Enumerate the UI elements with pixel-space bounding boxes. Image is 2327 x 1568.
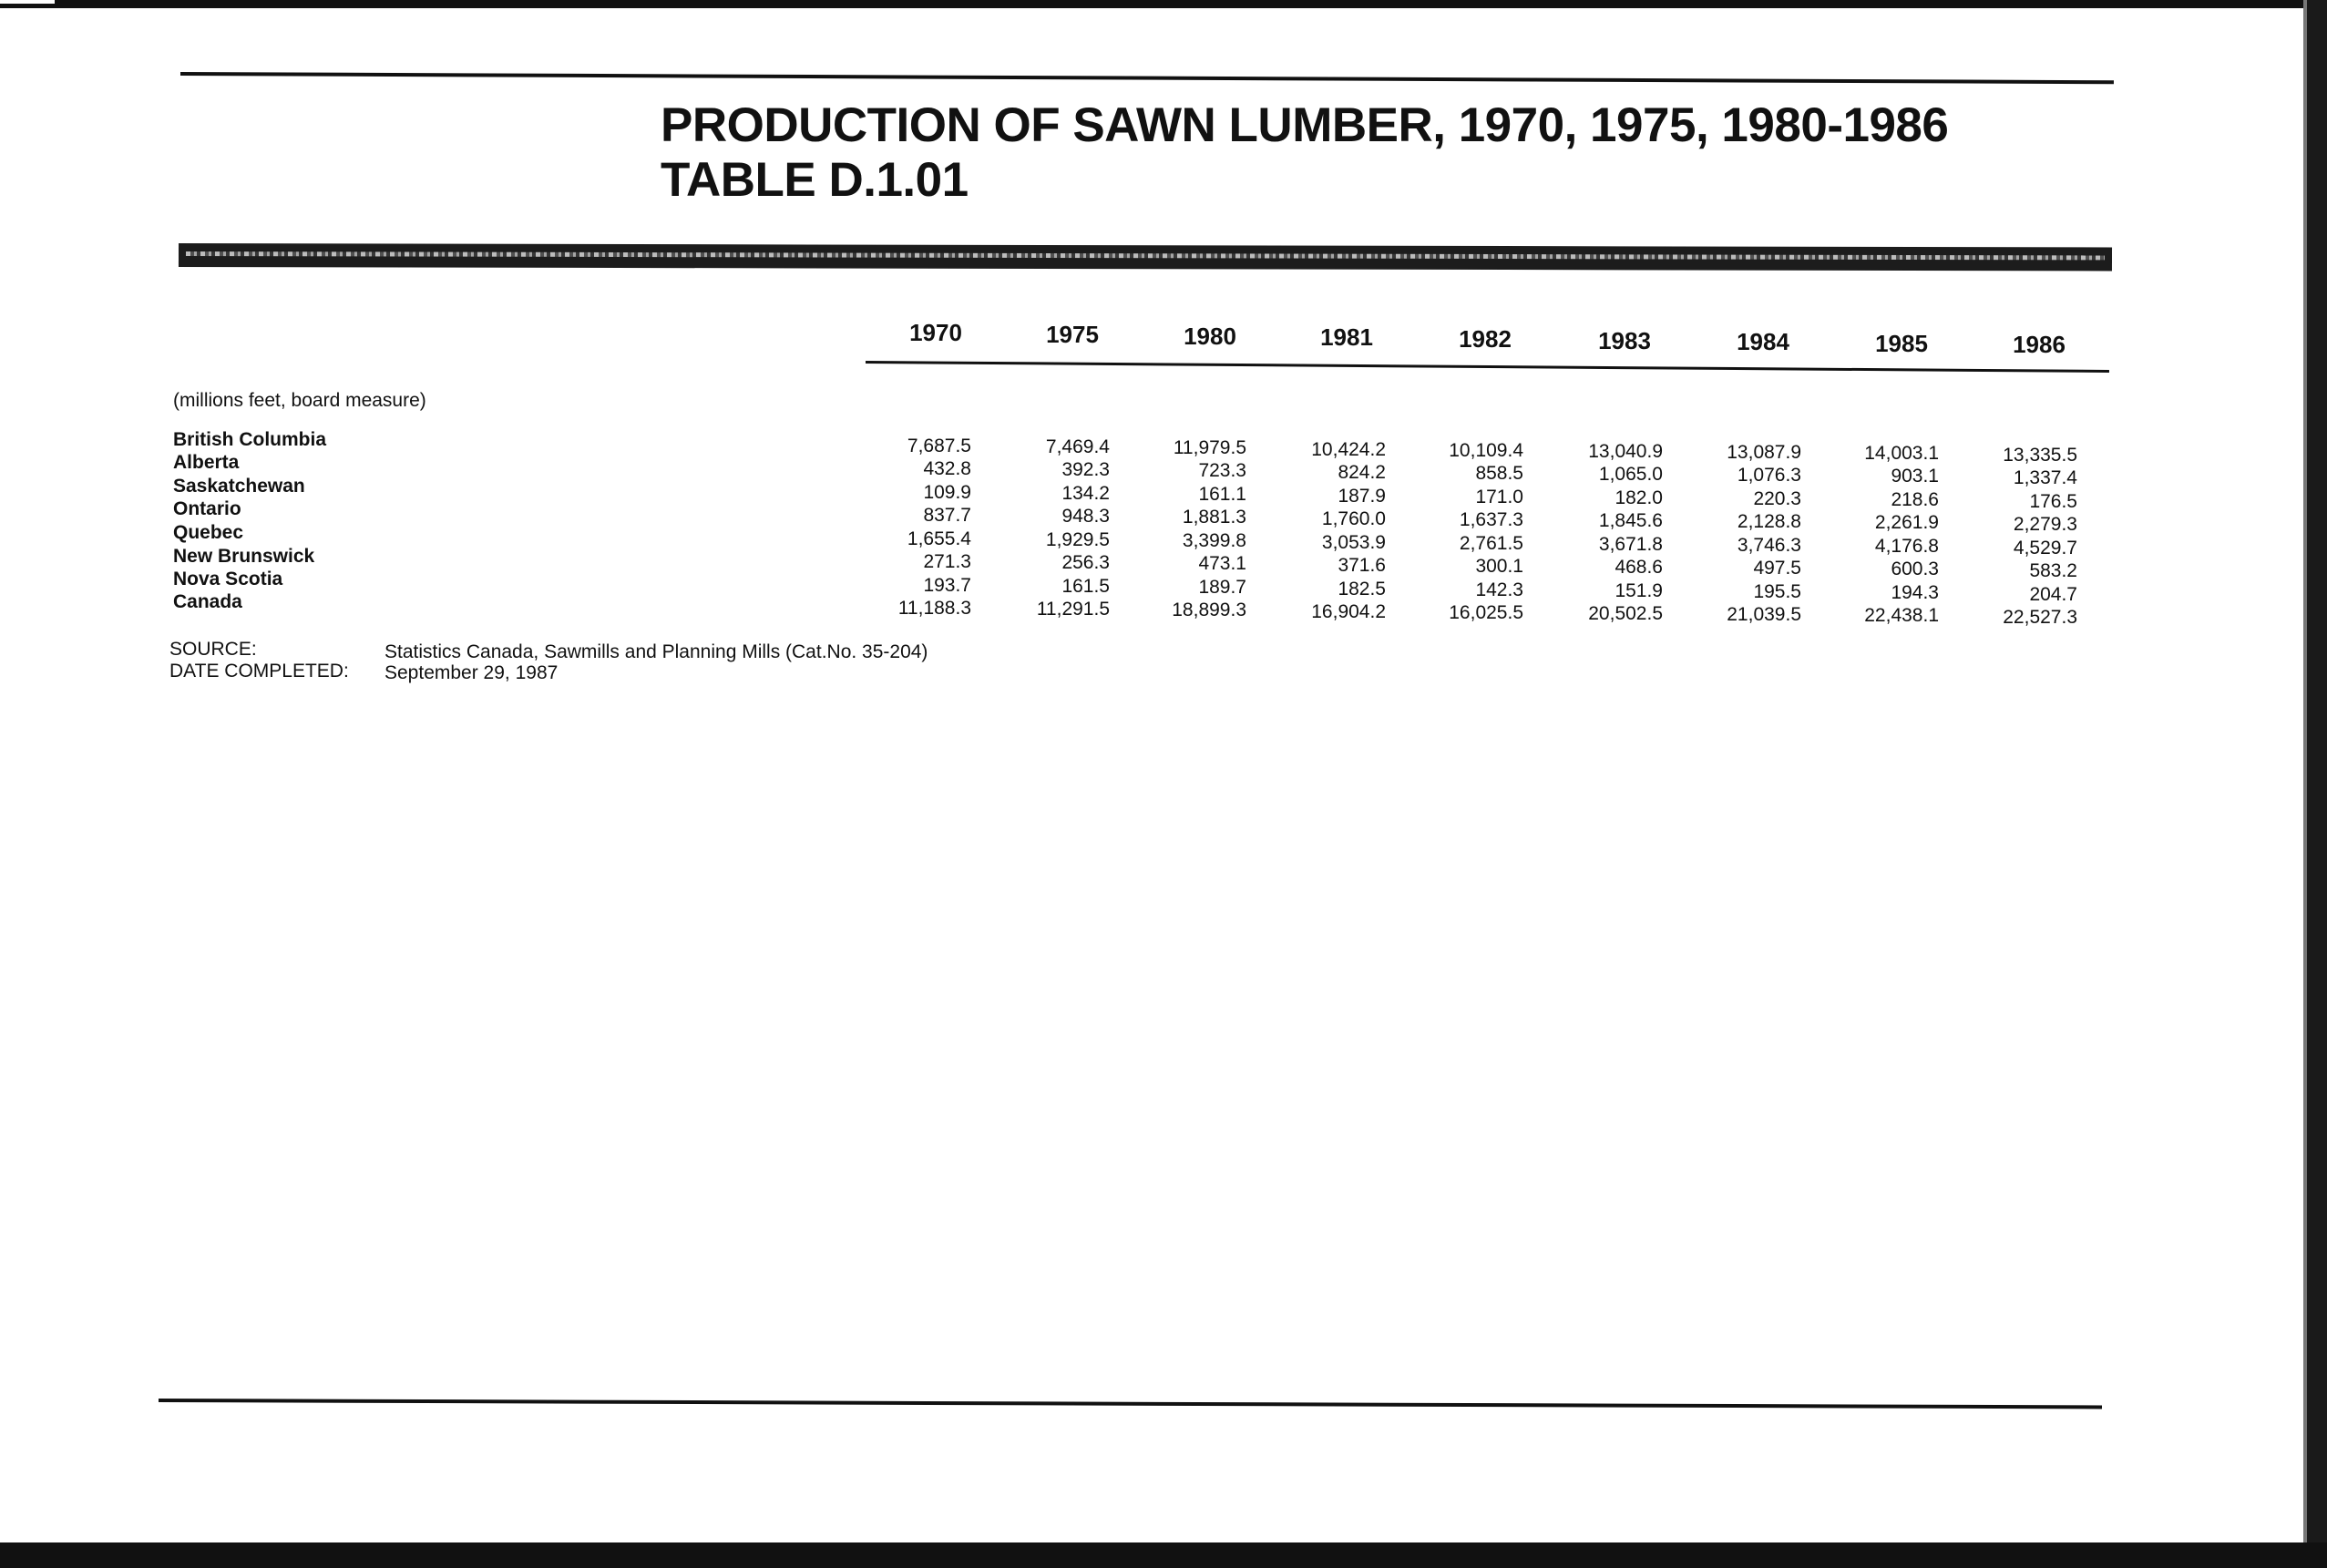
table-cell-nova-scotia-1986: 204.7 bbox=[2029, 583, 2077, 605]
table-cell-saskatchewan-1981: 187.9 bbox=[1338, 485, 1386, 507]
table-cell-ontario-1982: 1,637.3 bbox=[1459, 508, 1523, 530]
source-value: Statistics Canada, Sawmills and Planning Mills (Cat.No. 35-204) bbox=[384, 641, 928, 662]
table-cell-british-columbia-1981: 10,424.2 bbox=[1311, 438, 1386, 460]
row-label-quebec: Quebec bbox=[173, 522, 244, 543]
table-cell-canada-1981: 16,904.2 bbox=[1311, 600, 1386, 622]
table-cell-british-columbia-1982: 10,109.4 bbox=[1449, 439, 1523, 461]
table-cell-nova-scotia-1984: 195.5 bbox=[1753, 581, 1801, 603]
table-cell-alberta-1982: 858.5 bbox=[1475, 462, 1523, 484]
table-cell-ontario-1981: 1,760.0 bbox=[1321, 507, 1386, 529]
table-cell-ontario-1970: 837.7 bbox=[923, 505, 971, 526]
table-cell-saskatchewan-1982: 171.0 bbox=[1475, 486, 1523, 507]
date-completed-value: September 29, 1987 bbox=[384, 662, 559, 683]
row-label-nova-scotia: Nova Scotia bbox=[173, 569, 283, 589]
table-cell-canada-1984: 21,039.5 bbox=[1727, 604, 1801, 626]
table-cell-quebec-1980: 3,399.8 bbox=[1182, 530, 1246, 552]
row-label-british-columbia: British Columbia bbox=[173, 429, 327, 450]
table-cell-canada-1985: 22,438.1 bbox=[1864, 605, 1939, 627]
table-cell-nova-scotia-1981: 182.5 bbox=[1338, 578, 1386, 600]
table-cell-saskatchewan-1983: 182.0 bbox=[1615, 487, 1663, 508]
table-cell-canada-1982: 16,025.5 bbox=[1449, 601, 1523, 623]
title-line-1: PRODUCTION OF SAWN LUMBER, 1970, 1975, 1980-1986 bbox=[661, 98, 1949, 152]
column-header-1980: 1980 bbox=[1184, 323, 1236, 350]
table-cell-canada-1975: 11,291.5 bbox=[1036, 599, 1110, 620]
column-header-1986: 1986 bbox=[2013, 331, 2066, 358]
table-cell-british-columbia-1975: 7,469.4 bbox=[1045, 436, 1110, 458]
row-label-new-brunswick: New Brunswick bbox=[173, 546, 315, 567]
table-cell-british-columbia-1985: 14,003.1 bbox=[1864, 443, 1939, 465]
table-cell-ontario-1984: 2,128.8 bbox=[1737, 511, 1801, 533]
table-cell-british-columbia-1980: 11,979.5 bbox=[1173, 437, 1246, 459]
table-cell-new-brunswick-1985: 600.3 bbox=[1891, 559, 1939, 580]
table-cell-saskatchewan-1980: 161.1 bbox=[1198, 484, 1246, 506]
table-cell-nova-scotia-1980: 189.7 bbox=[1198, 577, 1246, 599]
table-cell-quebec-1975: 1,929.5 bbox=[1045, 529, 1110, 551]
table-cell-quebec-1982: 2,761.5 bbox=[1459, 532, 1523, 554]
table-cell-saskatchewan-1984: 220.3 bbox=[1753, 488, 1801, 510]
table-cell-saskatchewan-1975: 134.2 bbox=[1061, 483, 1110, 505]
table-cell-nova-scotia-1983: 151.9 bbox=[1615, 580, 1663, 601]
table-cell-new-brunswick-1983: 468.6 bbox=[1615, 557, 1663, 578]
table-cell-alberta-1970: 432.8 bbox=[923, 458, 971, 479]
table-cell-ontario-1985: 2,261.9 bbox=[1874, 512, 1939, 534]
table-cell-british-columbia-1983: 13,040.9 bbox=[1588, 441, 1663, 462]
source-label: SOURCE: bbox=[169, 639, 257, 660]
table-cell-new-brunswick-1982: 300.1 bbox=[1475, 555, 1523, 577]
table-cell-canada-1980: 18,899.3 bbox=[1172, 600, 1246, 621]
title-line-2: TABLE D.1.01 bbox=[661, 153, 969, 207]
column-header-1985: 1985 bbox=[1875, 330, 1928, 357]
table-cell-quebec-1981: 3,053.9 bbox=[1321, 531, 1386, 553]
table-cell-nova-scotia-1985: 194.3 bbox=[1891, 582, 1939, 604]
date-completed-label: DATE COMPLETED: bbox=[169, 661, 349, 682]
table-cell-british-columbia-1986: 13,335.5 bbox=[2003, 444, 2077, 466]
table-cell-ontario-1986: 2,279.3 bbox=[2013, 513, 2077, 535]
table-cell-ontario-1980: 1,881.3 bbox=[1182, 507, 1246, 528]
table-cell-british-columbia-1984: 13,087.9 bbox=[1727, 442, 1801, 464]
table-cell-saskatchewan-1985: 218.6 bbox=[1891, 489, 1939, 511]
table-cell-alberta-1984: 1,076.3 bbox=[1737, 465, 1801, 487]
table-cell-quebec-1970: 1,655.4 bbox=[907, 528, 971, 549]
column-header-1970: 1970 bbox=[909, 319, 962, 346]
column-header-1983: 1983 bbox=[1598, 327, 1651, 354]
table-cell-new-brunswick-1970: 271.3 bbox=[923, 551, 971, 572]
table-cell-quebec-1985: 4,176.8 bbox=[1874, 536, 1939, 558]
table-cell-alberta-1985: 903.1 bbox=[1891, 466, 1939, 487]
table-cell-new-brunswick-1981: 371.6 bbox=[1338, 554, 1386, 576]
table-cell-alberta-1975: 392.3 bbox=[1061, 459, 1110, 481]
table-cell-quebec-1986: 4,529.7 bbox=[2013, 537, 2077, 559]
table-cell-ontario-1983: 1,845.6 bbox=[1598, 510, 1663, 531]
table-cell-british-columbia-1970: 7,687.5 bbox=[907, 436, 971, 456]
table-cell-alberta-1981: 824.2 bbox=[1338, 461, 1386, 483]
table-cell-new-brunswick-1980: 473.1 bbox=[1198, 553, 1246, 575]
row-label-alberta: Alberta bbox=[173, 452, 240, 473]
table-cell-nova-scotia-1975: 161.5 bbox=[1061, 576, 1110, 598]
row-label-saskatchewan: Saskatchewan bbox=[173, 476, 305, 497]
table-cell-quebec-1983: 3,671.8 bbox=[1598, 534, 1663, 555]
table-cell-canada-1983: 20,502.5 bbox=[1588, 603, 1663, 624]
table-cell-new-brunswick-1986: 583.2 bbox=[2029, 559, 2077, 581]
table-cell-alberta-1980: 723.3 bbox=[1198, 460, 1246, 482]
table-cell-saskatchewan-1970: 109.9 bbox=[923, 482, 971, 503]
table-cell-nova-scotia-1982: 142.3 bbox=[1475, 579, 1523, 600]
table-cell-saskatchewan-1986: 176.5 bbox=[2029, 490, 2077, 512]
row-label-canada: Canada bbox=[173, 591, 242, 612]
table-cell-nova-scotia-1970: 193.7 bbox=[923, 575, 971, 596]
row-label-ontario: Ontario bbox=[173, 498, 241, 519]
table-cell-canada-1986: 22,527.3 bbox=[2003, 606, 2077, 628]
column-header-1984: 1984 bbox=[1737, 328, 1789, 355]
table-cell-quebec-1984: 3,746.3 bbox=[1737, 535, 1801, 557]
column-header-rule bbox=[866, 361, 2109, 373]
table-cell-new-brunswick-1984: 497.5 bbox=[1753, 558, 1801, 579]
table-cell-alberta-1986: 1,337.4 bbox=[2013, 466, 2077, 488]
table-cell-new-brunswick-1975: 256.3 bbox=[1061, 552, 1110, 574]
units-label: (millions feet, board measure) bbox=[173, 390, 426, 411]
table-cell-alberta-1983: 1,065.0 bbox=[1598, 464, 1663, 485]
table-cell-canada-1970: 11,188.3 bbox=[897, 598, 971, 619]
column-header-1975: 1975 bbox=[1046, 321, 1099, 348]
column-header-1981: 1981 bbox=[1320, 323, 1373, 351]
column-header-1982: 1982 bbox=[1459, 325, 1512, 353]
table-cell-ontario-1975: 948.3 bbox=[1061, 506, 1110, 528]
